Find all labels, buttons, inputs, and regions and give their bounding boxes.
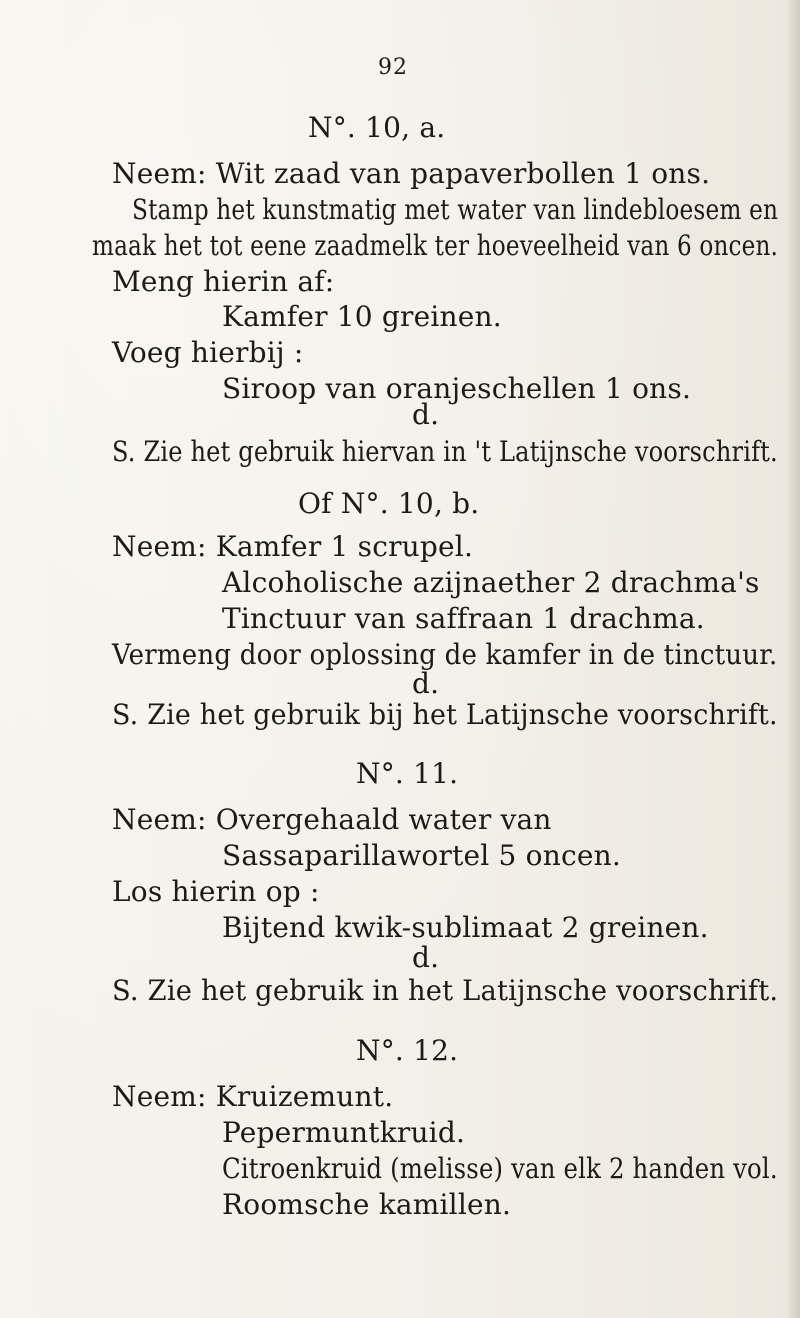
recipe-line: Pepermuntkruid. — [222, 1116, 466, 1149]
recipe-heading-11: N°. 11. — [356, 757, 459, 790]
recipe-line: Los hierin op : — [112, 875, 320, 908]
recipe-heading-12: N°. 12. — [356, 1034, 459, 1067]
recipe-line: Roomsche kamillen. — [222, 1188, 512, 1221]
recipe-line: d. — [412, 398, 440, 431]
recipe-line: Vermeng door oplossing de kamfer in de tinctuur. — [112, 638, 778, 671]
recipe-line: Citroenkruid (melisse) van elk 2 handen vol. — [222, 1152, 778, 1185]
recipe-line: Bijtend kwik-sublimaat 2 greinen. — [222, 911, 709, 944]
recipe-line: maak het tot eene zaadmelk ter hoeveelheid van 6 oncen. — [92, 229, 779, 262]
recipe-line: Meng hierin af: — [112, 265, 335, 298]
recipe-line: Neem: Kruizemunt. — [112, 1080, 394, 1113]
recipe-line: d. — [412, 941, 440, 974]
recipe-line: Kamfer 10 greinen. — [222, 300, 502, 333]
recipe-line: d. — [412, 667, 440, 700]
recipe-line: S. Zie het gebruik in het Latijnsche voorschrift. — [112, 974, 779, 1007]
page-edge-shadow — [786, 0, 800, 1318]
recipe-line: Neem: Overgehaald water van — [112, 803, 552, 836]
recipe-line: S. Zie het gebruik hiervan in 't Latijnsche voorschrift. — [112, 435, 778, 468]
recipe-line: Siroop van oranjeschellen 1 ons. — [222, 372, 692, 405]
recipe-line: Tinctuur van saffraan 1 drachma. — [222, 602, 705, 635]
recipe-line: Sassaparillawortel 5 oncen. — [222, 839, 621, 872]
page-number: 92 — [378, 55, 408, 80]
recipe-line: Voeg hierbij : — [112, 336, 304, 369]
recipe-line: Neem: Kamfer 1 scrupel. — [112, 530, 474, 563]
recipe-heading-10b: Of N°. 10, b. — [298, 487, 480, 520]
recipe-line: S. Zie het gebruik bij het Latijnsche voorschrift. — [112, 698, 778, 731]
recipe-line: Stamp het kunstmatig met water van lindebloesem en — [132, 193, 779, 226]
recipe-line: Neem: Wit zaad van papaverbollen 1 ons. — [112, 157, 711, 190]
recipe-heading-10a: N°. 10, a. — [308, 111, 446, 144]
recipe-line: Alcoholische azijnaether 2 drachma's — [222, 566, 760, 599]
